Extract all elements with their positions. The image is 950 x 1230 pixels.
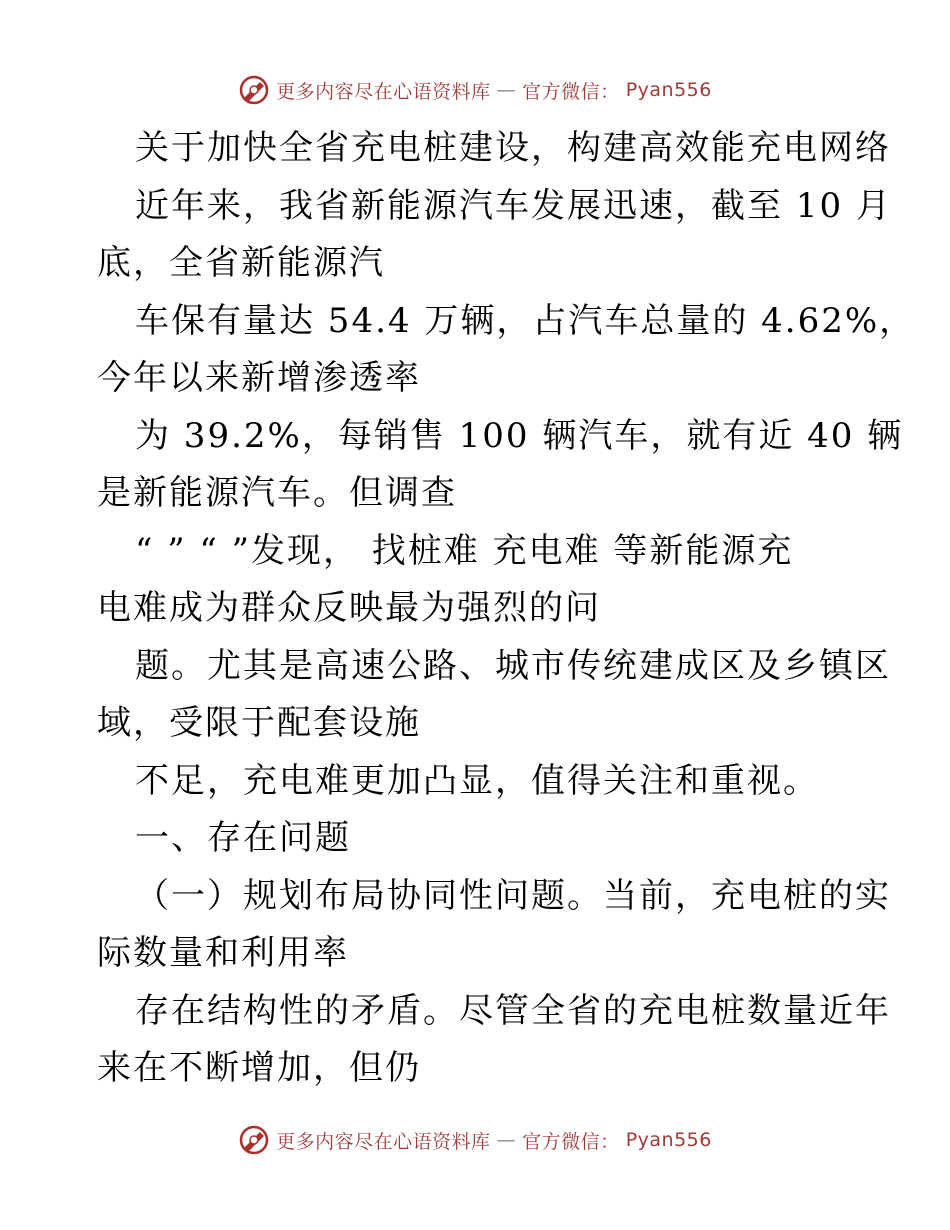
text-line: 近年来，我省新能源汽车发展迅速，截至 10 月 [135,185,892,226]
banner-contact-label: 官方微信： [522,1130,620,1153]
text-line: 为 39.2%，每销售 100 辆汽车，就有近 40 辆 [135,415,904,456]
brand-logo-icon [238,74,270,106]
text-line: 一、存在问题 [135,818,351,858]
text-line: “ ” “ ”发现， 找桩难 充电难 等新能源充 [135,530,794,571]
text-line: （一）规划布局协同性问题。当前，充电桩的实 [135,875,891,916]
text-line: 存在结构性的矛盾。尽管全省的充电桩数量近年 [135,990,891,1031]
text-line: 关于加快全省充电桩建设，构建高效能充电网络 [135,128,891,168]
banner-text: 更多内容尽在心语资料库 [276,1130,491,1153]
text-line: 题。尤其是高速公路、城市传统建成区及乡镇区 [135,645,891,686]
text-line: 域，受限于配套设施 [97,703,421,743]
text-line: 来在不断增加，但仍 [97,1048,421,1088]
footer-banner [0,1120,950,1160]
text-line: 是新能源汽车。但调查 [97,473,457,513]
header-banner [0,70,950,110]
brand-logo-icon [238,1124,270,1156]
text-line: 际数量和利用率 [97,933,349,973]
banner-contact-label: 官方微信： [522,80,620,103]
banner-separator: — [496,79,517,101]
text-line: 车保有量达 54.4 万辆，占汽车总量的 4.62%， [135,300,916,341]
text-line: 不足，充电难更加凸显，值得关注和重视。 [135,760,819,801]
banner-handle: Pyan556 [625,1129,712,1151]
banner-text: 更多内容尽在心语资料库 [276,80,491,103]
text-line: 电难成为群众反映最为强烈的问 [97,588,601,628]
banner-separator: — [496,1129,517,1151]
document-body [97,120,916,1098]
text-line: 底，全省新能源汽 [97,243,385,283]
banner-handle: Pyan556 [625,79,712,101]
text-line: 今年以来新增渗透率 [97,358,421,398]
